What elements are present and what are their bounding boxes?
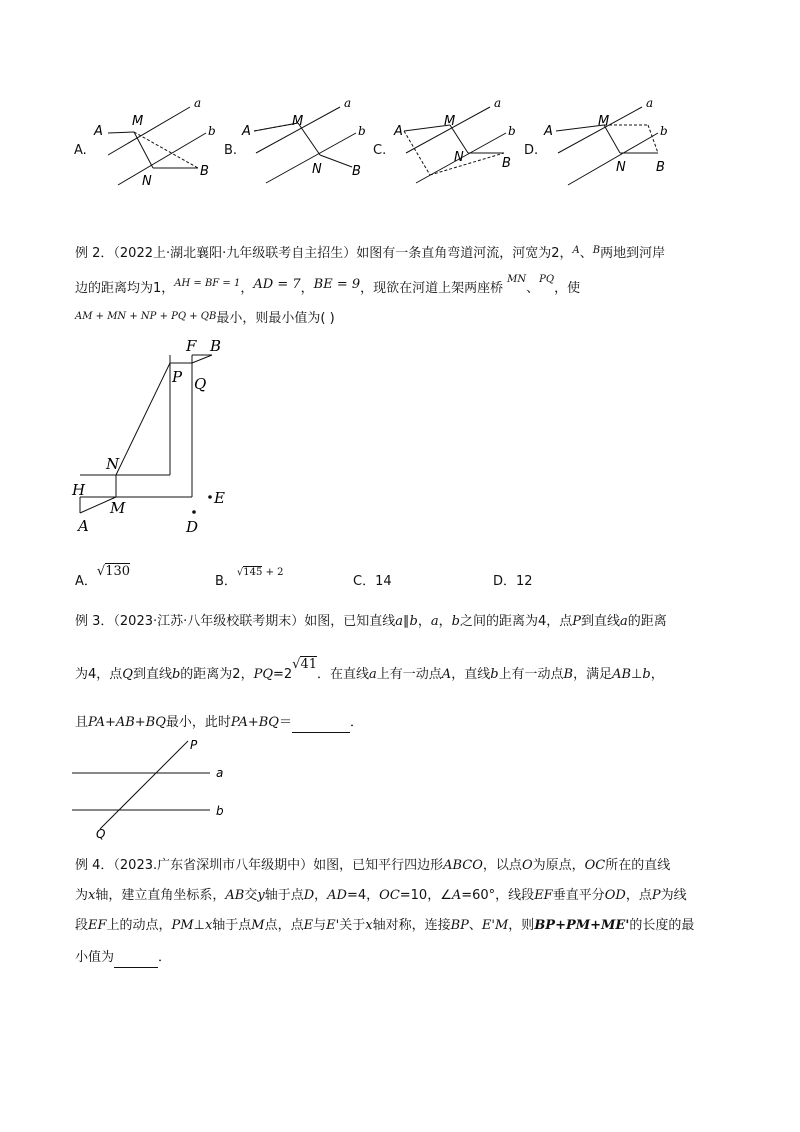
text-fragment: 145 [243,567,263,578]
ex2-line1 [75,241,665,264]
text-fragment: ，使 [554,281,581,296]
text-fragment: AB [612,667,632,682]
ex2-river-figure [70,335,240,540]
text-fragment: ，点 [625,888,652,903]
fig-label-M: M [132,114,144,129]
ex3-line2: 为4，点Q到直线b的距离为2，PQ=2√41．在直线a上有一动点A，直线b上有一动点B，满足AB⊥b， [75,657,664,682]
text-fragment: 关于 [339,918,366,933]
fig-label-N: N [454,150,464,165]
fig-label-N: N [616,160,626,175]
text-fragment: 例 3．（2023·江苏·八年级校联考期末）如图，已知直线 [75,614,396,629]
text-fragment: 最小，则最小值为 [216,311,321,326]
text-fragment: y [257,888,265,903]
text-fragment: D [303,888,315,903]
text-fragment: E'M [481,918,509,933]
text-fragment: ．在直线 [317,667,370,682]
ex2-fig-N: N [106,455,120,473]
text-fragment: A [451,888,462,903]
text-fragment: ，以点 [482,858,522,873]
text-fragment: 上的动点， [106,918,172,933]
fig-label-b: b [358,124,366,138]
text-fragment: AD [327,888,347,903]
text-fragment: A． [75,574,97,589]
text-fragment: 垂直平分 [552,888,605,903]
text-fragment: a [620,614,628,629]
text-fragment: PA+BQ [230,715,279,730]
text-fragment: + 2 [262,567,284,578]
text-fragment: 轴对称，连接 [372,918,451,933]
text-fragment: 与 [313,918,327,933]
ex4-answer-blank[interactable] [114,953,158,968]
ex2-line2 [75,270,580,299]
text-fragment: a [369,667,377,682]
text-fragment: ， [650,667,664,682]
text-fragment: ，现欲在河道上架两座桥 [360,281,504,296]
text-fragment: 41 [300,657,317,672]
fig-label-A: A [394,124,403,139]
text-fragment: AD = 7 [253,277,301,292]
ex4-line2 [75,886,687,906]
text-fragment: ． [349,715,363,730]
ex2-fig-E: E [214,489,225,507]
ex3-line3 [75,713,363,733]
text-fragment: 交 [244,888,258,903]
fig-label-b: b [660,124,668,138]
text-fragment: 边的距离均为1， [75,281,175,296]
text-fragment: 130 [105,564,131,579]
option-b-diagram [240,95,370,190]
text-fragment: x [88,888,96,903]
text-fragment: 的距离为2， [180,667,254,682]
text-fragment: ， [240,281,254,296]
text-fragment: b [451,614,460,629]
text-fragment: P [572,614,582,629]
fig-label-A: A [94,124,103,139]
text-fragment: 上有一动点 [498,667,564,682]
text-fragment: 之间的距离为4，点 [459,614,573,629]
text-fragment: 点，点 [264,918,304,933]
fig-label-b: b [508,124,516,138]
ex3-answer-blank[interactable] [292,718,350,733]
option-c-diagram [390,95,520,190]
text-fragment: =10，∠ [399,888,452,903]
text-fragment: EF [534,888,553,903]
fig-label-a: a [646,96,654,110]
text-fragment: 轴，建立直角坐标系， [95,888,226,903]
text-fragment: ABCO [443,858,483,873]
text-fragment: A [441,667,452,682]
ex2-option-b: B．$^{√145 + 2}$ [215,567,284,589]
fig-label-M: M [292,114,304,129]
text-fragment: =4， [346,888,380,903]
ex3-fig-b: b [216,804,224,818]
ex2-option-a: A．√130 [75,564,131,589]
text-fragment: OC [584,858,606,873]
option-b-label: B. [224,143,238,158]
text-fragment: PQ [539,274,555,285]
ex2-fig-A: A [78,517,89,535]
text-fragment: =60°，线段 [461,888,535,903]
option-a-diagram [90,95,220,190]
text-fragment: AM + MN + NP + PQ + QB [75,311,217,322]
text-fragment: M [251,918,265,933]
fig-label-B: B [502,156,511,171]
fig-label-N: N [142,174,152,189]
text-fragment: AH = BF = 1 [174,278,241,289]
text-fragment: 为原点， [532,858,585,873]
text-fragment: B [592,245,601,256]
text-fragment: 例 2．（2022上·湖北襄阳·九年级联考自主招生）如图有一条直角弯道河流，河宽为2， [75,246,573,261]
ex4-line1 [75,856,670,876]
ex3-fig-a: a [216,766,224,780]
text-fragment: P [651,888,661,903]
ex2-fig-B: B [210,337,222,355]
text-fragment: PQ [253,667,273,682]
text-fragment: 到直线 [581,614,621,629]
text-fragment: E [303,918,314,933]
text-fragment: O [521,858,533,873]
fig-label-M: M [598,114,610,129]
text-fragment: BE = 9 [313,277,361,292]
fig-label-a: a [344,96,352,110]
text-fragment: PM [171,918,194,933]
ex2-fig-D: D [186,518,199,536]
text-fragment: ， [438,614,452,629]
ex2-line3 [75,307,335,329]
ex2-option-d: D．12 [493,574,533,589]
text-fragment: 段 [75,918,89,933]
option-d-label: D. [524,143,539,158]
text-fragment: AB [225,888,245,903]
text-fragment: 的距离 [627,614,667,629]
text-fragment: BP+PM+ME' [534,918,630,933]
text-fragment: ，满足 [573,667,613,682]
text-fragment: Q [122,667,133,682]
text-fragment: 、 [526,281,540,296]
option-c-label: C. [373,143,387,158]
text-fragment: ∥ [403,614,410,629]
text-fragment: 轴于点 [212,918,252,933]
text-fragment: BP [450,918,469,933]
text-fragment: ⊥ [193,918,205,933]
text-fragment: PA+AB+BQ [88,715,166,730]
text-fragment: ， [417,614,431,629]
text-fragment: b [409,614,418,629]
text-fragment: 小值为 [75,950,115,965]
text-fragment: 上有一动点 [376,667,442,682]
ex2-option-c: C．14 [353,574,392,589]
ex4-line3 [75,916,694,936]
text-fragment: b [171,667,181,682]
fig-label-A: A [544,124,553,139]
text-fragment: A [572,245,580,256]
text-fragment: a [395,614,404,629]
text-fragment: EF [88,918,107,933]
fig-label-N: N [312,162,322,177]
text-fragment: b [642,667,651,682]
text-fragment: 、 [468,918,482,933]
fig-label-M: M [444,114,456,129]
text-fragment: x [204,918,213,933]
ex2-fig-H: H [72,481,86,499]
ex2-fig-Q: Q [194,375,207,393]
text-fragment: ＝ [278,715,292,730]
text-fragment: E' [326,918,340,933]
ex2-fig-P: P [172,368,183,386]
text-fragment: 、 [579,246,593,261]
fig-label-a: a [194,96,202,110]
fig-label-B: B [656,160,665,175]
text-fragment: ， [314,888,328,903]
text-fragment: 为线 [660,888,687,903]
fig-label-b: b [208,124,216,138]
text-fragment: OC [379,888,400,903]
fig-label-B: B [200,164,209,179]
text-fragment: 最小，此时 [165,715,231,730]
text-fragment: OD [604,888,626,903]
text-fragment: x [365,918,373,933]
text-fragment: 的长度的最 [629,918,695,933]
text-fragment: ，则 [508,918,535,933]
text-fragment: B． [215,574,237,589]
text-fragment: B [563,667,574,682]
ex3-fig-Q: Q [96,827,106,840]
text-fragment: b [490,667,499,682]
text-fragment: ， [300,281,314,296]
ex4-line4 [75,948,171,968]
ex2-fig-M: M [110,499,126,517]
option-d-diagram [540,95,675,190]
ex3-line1 [75,612,667,632]
text-fragment: 且 [75,715,89,730]
fig-label-A: A [242,124,251,139]
text-fragment: MN [507,274,527,285]
text-fragment: =2 [272,667,293,682]
text-fragment: 为 [75,888,89,903]
text-fragment: ． [158,950,172,965]
text-fragment: 例 4．（2023.广东省深圳市八年级期中）如图，已知平行四边形 [75,858,444,873]
text-fragment: ( ) [320,311,335,326]
ex2-fig-F: F [186,337,197,355]
text-fragment: ⊥ [631,667,643,682]
text-fragment: 到直线 [132,667,172,682]
fig-label-B: B [352,164,361,179]
ex3-fig-P: P [190,738,198,752]
text-fragment: 两地到河岸 [600,246,666,261]
text-fragment: a [430,614,439,629]
ex3-figure [70,735,240,840]
fig-label-a: a [494,96,502,110]
text-fragment: 所在的直线 [605,858,671,873]
option-a-label: A. [74,143,87,158]
text-fragment: 为4，点 [75,667,123,682]
text-fragment: 轴于点 [264,888,304,903]
text-fragment: ，直线 [451,667,491,682]
